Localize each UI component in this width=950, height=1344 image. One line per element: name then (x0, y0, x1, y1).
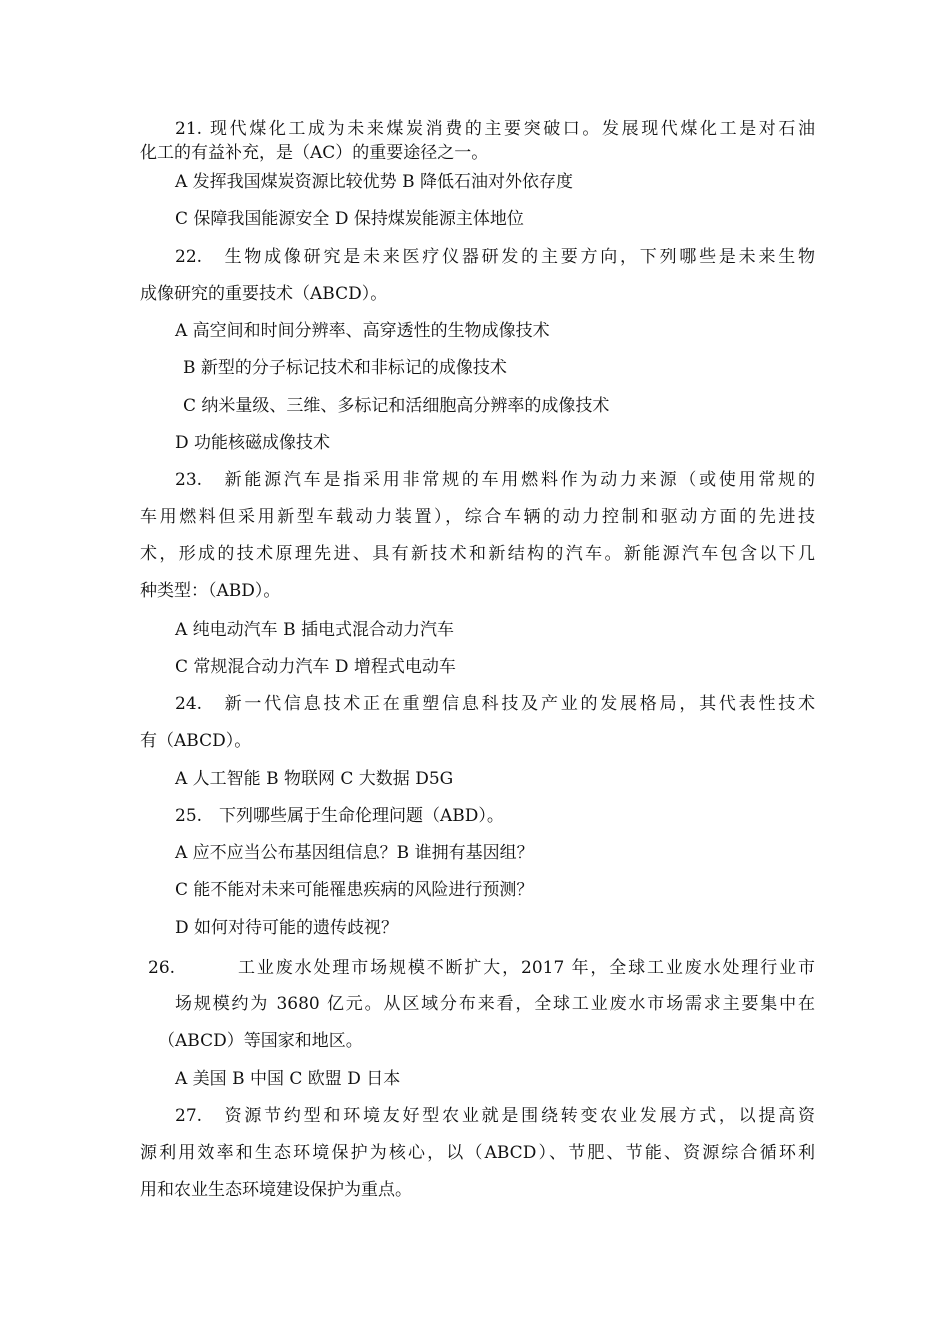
question-24-line-1: 24. 新一代信息技术正在重塑信息科技及产业的发展格局，其代表性技术 (175, 694, 815, 714)
question-23-option-2: C 常规混合动力汽车 D 增程式电动车 (175, 657, 456, 677)
question-27-line-1: 27. 资源节约型和环境友好型农业就是围绕转变农业发展方式，以提高资 (175, 1106, 815, 1126)
question-22-option-4: D 功能核磁成像技术 (175, 433, 331, 453)
question-25-option-2: C 能不能对未来可能罹患疾病的风险进行预测？ (175, 880, 534, 900)
question-26-line-1: 工业废水处理市场规模不断扩大，2017 年，全球工业废水处理行业市 (238, 958, 815, 978)
question-21-line-1: 21. 现代煤化工成为未来煤炭消费的主要突破口。发展现代煤化工是对石油 (175, 119, 815, 139)
question-26-number: 26. (148, 958, 176, 978)
question-21-option-1: A 发挥我国煤炭资源比较优势 B 降低石油对外依存度 (175, 172, 573, 192)
question-23-line-4: 种类型：（ABD）。 (140, 581, 281, 601)
question-25-line-1: 25. 下列哪些属于生命伦理问题（ABD）。 (175, 806, 504, 826)
question-23-line-3: 术，形成的技术原理先进、具有新技术和新结构的汽车。新能源汽车包含以下几 (140, 544, 815, 564)
question-22-option-3: C 纳米量级、三维、多标记和活细胞高分辨率的成像技术 (183, 396, 610, 416)
question-25-option-1: A 应不应当公布基因组信息？B 谁拥有基因组？ (175, 843, 534, 863)
question-23-option-1: A 纯电动汽车 B 插电式混合动力汽车 (175, 620, 454, 640)
question-21-option-2: C 保障我国能源安全 D 保持煤炭能源主体地位 (175, 209, 524, 229)
question-22-line-2: 成像研究的重要技术（ABCD）。 (140, 284, 388, 304)
question-24-option-1: A 人工智能 B 物联网 C 大数据 D5G (175, 769, 454, 789)
question-22-option-1: A 高空间和时间分辨率、高穿透性的生物成像技术 (175, 321, 550, 341)
question-26-line-3: （ABCD）等国家和地区。 (158, 1031, 363, 1051)
question-24-line-2: 有（ABCD）。 (140, 731, 252, 751)
question-27-line-3: 用和农业生态环境建设保护为重点。 (140, 1180, 412, 1200)
question-26-line-2: 场规模约为 3680 亿元。从区域分布来看，全球工业废水市场需求主要集中在 (175, 994, 815, 1014)
question-22-option-2: B 新型的分子标记技术和非标记的成像技术 (183, 358, 507, 378)
question-21-line-2: 化工的有益补充，是（AC）的重要途径之一。 (140, 143, 489, 163)
question-23-line-1: 23. 新能源汽车是指采用非常规的车用燃料作为动力来源（或使用常规的 (175, 470, 815, 490)
question-25-option-3: D 如何对待可能的遗传歧视？ (175, 918, 399, 938)
question-27-line-2: 源利用效率和生态环境保护为核心，以（ABCD）、节肥、节能、资源综合循环利 (140, 1143, 815, 1163)
question-23-line-2: 车用燃料但采用新型车载动力装置），综合车辆的动力控制和驱动方面的先进技 (140, 507, 815, 527)
question-22-line-1: 22. 生物成像研究是未来医疗仪器研发的主要方向，下列哪些是未来生物 (175, 247, 815, 267)
question-26-option-1: A 美国 B 中国 C 欧盟 D 日本 (175, 1069, 401, 1089)
